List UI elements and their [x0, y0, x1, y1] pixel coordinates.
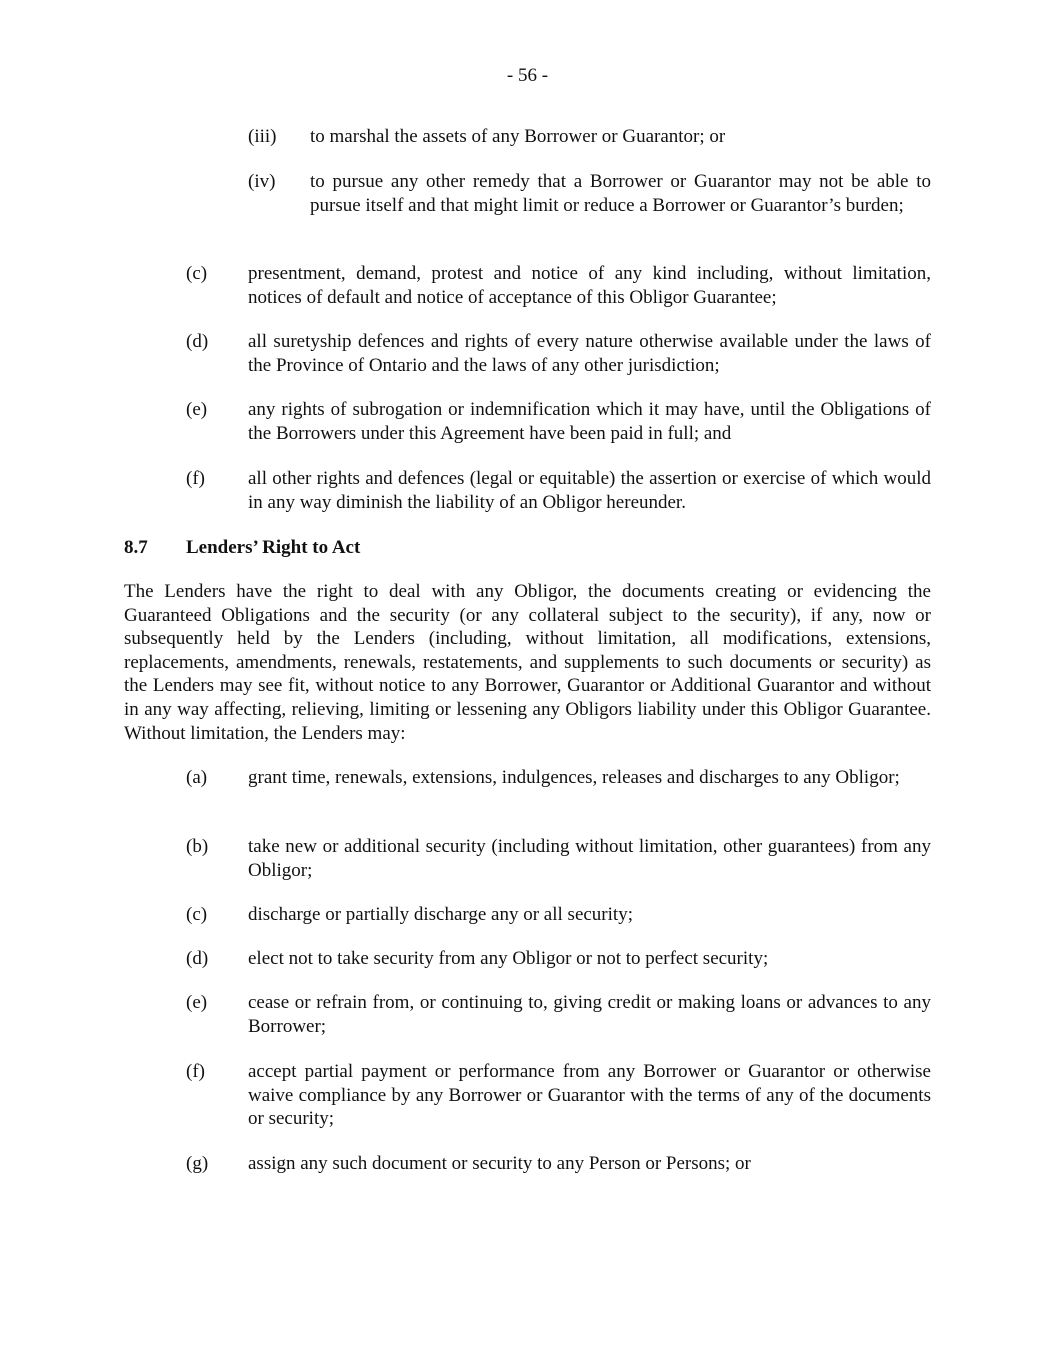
section-body: The Lenders have the right to deal with any Obligor, the documents creating or evidencing the Guaranteed Obligations and the security (or any collateral subject to the security), if any, now or subsequently held by the Lenders (including, without limitation, all modifications, extensions, replacements, amendments, renewals, restatements, and supplements to such documents or security) as the Lenders may see fit, without notice to any Borrower, Guarantor or Additional Guarantor and without in any way affecting, relieving, limiting or lessening any Obligors liability under this Obligor Guarantee. Without limitation, the Lenders may: [124, 581, 931, 744]
list-item-f [186, 467, 931, 514]
list-item-label: (d) [186, 331, 209, 352]
list-item-text: any rights of subrogation or indemnification which it may have, until the Obligations of the Borrowers under this Agreement have been paid in full; and [248, 399, 931, 444]
list-item-label: (e) [186, 992, 208, 1013]
section-heading [124, 536, 360, 560]
list-item-iii [248, 125, 931, 149]
list-item-a [186, 766, 931, 790]
list-item-e2 [186, 991, 931, 1038]
list-item-text: elect not to take security from any Obligor or not to perfect security; [248, 948, 769, 969]
list-item-label: (iii) [248, 126, 277, 147]
list-item-label: (f) [186, 468, 205, 489]
list-item-text: to marshal the assets of any Borrower or Guarantor; or [310, 126, 726, 147]
list-item-text: cease or refrain from, or continuing to, giving credit or making loans or advances to any Borrower; [248, 992, 931, 1037]
section-title: Lenders’ Right to Act [186, 537, 361, 558]
page-number: - 56 - [506, 65, 549, 86]
list-item-text: grant time, renewals, extensions, indulgences, releases and discharges to any Obligor; [248, 767, 900, 788]
list-item-text: take new or additional security (including without limitation, other guarantees) from any Obligor; [248, 836, 931, 881]
list-item-text: to pursue any other remedy that a Borrower or Guarantor may not be able to pursue itself and that might limit or reduce a Borrower or Guarantor’s burden; [310, 171, 931, 216]
list-item-text: discharge or partially discharge any or all security; [248, 904, 633, 925]
list-item-label: (e) [186, 399, 208, 420]
list-item-d2 [186, 947, 931, 971]
list-item-g [186, 1152, 931, 1176]
list-item-label: (a) [186, 767, 208, 788]
list-item-d [186, 330, 931, 377]
list-item-b [186, 835, 931, 882]
list-item-c2 [186, 903, 931, 927]
list-item-text: all other rights and defences (legal or equitable) the assertion or exercise of which would in any way diminish the liability of an Obligor hereunder. [248, 468, 931, 513]
section-number: 8.7 [124, 537, 148, 558]
list-item-iv [248, 170, 931, 217]
list-item-label: (c) [186, 263, 208, 284]
list-item-text: all suretyship defences and rights of every nature otherwise available under the laws of the Province of Ontario and the laws of any other jurisdiction; [248, 331, 931, 376]
list-item-text: presentment, demand, protest and notice of any kind including, without limitation, notices of default and notice of acceptance of this Obligor Guarantee; [248, 263, 931, 308]
list-item-label: (c) [186, 904, 208, 925]
list-item-f2 [186, 1060, 931, 1131]
list-item-e [186, 398, 931, 445]
list-item-label: (d) [186, 948, 209, 969]
list-item-label: (iv) [248, 171, 276, 192]
list-item-text: accept partial payment or performance from any Borrower or Guarantor or otherwise waive compliance by any Borrower or Guarantor with the terms of any of the documents or security; [248, 1061, 931, 1130]
list-item-text: assign any such document or security to any Person or Persons; or [248, 1153, 751, 1174]
list-item-label: (g) [186, 1153, 209, 1174]
list-item-label: (b) [186, 836, 209, 857]
list-item-c [186, 262, 931, 309]
list-item-label: (f) [186, 1061, 205, 1082]
